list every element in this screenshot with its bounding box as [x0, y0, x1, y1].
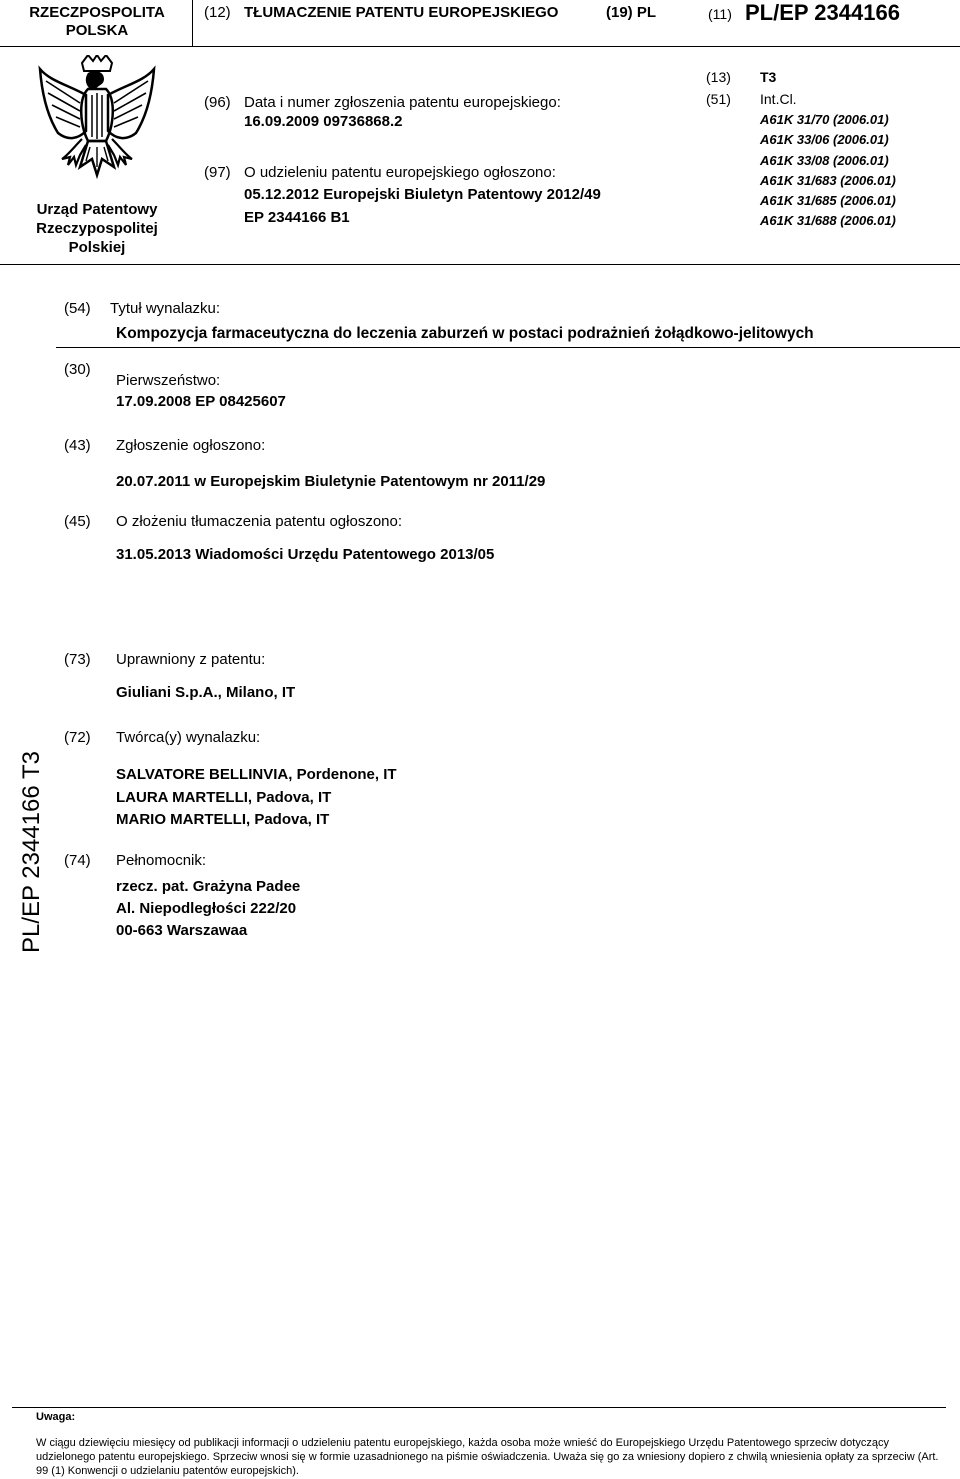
inventor-name: SALVATORE BELLINVIA, Pordenone, IT: [116, 766, 397, 783]
code-54: (54): [64, 300, 91, 317]
inventors-list: [116, 764, 397, 832]
intcl-item: A61K 31/70 (2006.01): [760, 112, 889, 127]
filing-value: 16.09.2009 09736868.2: [244, 113, 403, 130]
inventor-name: LAURA MARTELLI, Padova, IT: [116, 788, 332, 806]
grant-label: O udzieleniu patentu europejskiego ogłoszono:: [244, 164, 556, 181]
code-43: (43): [64, 437, 91, 454]
translation-value: 31.05.2013 Wiadomości Urzędu Patentowego 2013/05: [116, 546, 495, 563]
code-73: (73): [64, 651, 91, 668]
publication-value: 20.07.2011 w Europejskim Biuletynie Patentowym nr 2011/29: [116, 473, 546, 490]
agent-line: 00-663 Warszawaa: [116, 922, 248, 939]
agent-line: rzecz. pat. Grażyna Padee: [116, 878, 301, 895]
proprietor-value: Giuliani S.p.A., Milano, IT: [116, 684, 296, 701]
footer-note: W ciągu dziewięciu miesięcy od publikacji informacji o udzieleniu patentu europejskiego, każda osoba może wnieść do Europejskiego Urzędu Patentowego sprzeciw dotyczący udzielonego patentu europejskiego. Sprzeciw wnosi się w formie uzasadnionego na piśmie oświadczenia. Uważa się go za wniesiony dopiero z chwilą wniesienia opłaty za sprzeciw (Art. 99 (1) Konwencji o udzielaniu patentów europejskich).: [36, 1437, 939, 1477]
biblio-rule: [0, 264, 960, 265]
grant-number: EP 2344166 B1: [244, 209, 350, 226]
footer-title: Uwaga:: [36, 1411, 76, 1423]
code-12: (12): [204, 4, 231, 21]
footer-rule: [12, 1407, 946, 1408]
code-72: (72): [64, 729, 91, 746]
translation-label: O złożeniu tłumaczenia patentu ogłoszono:: [116, 513, 403, 530]
side-publication-label: PL/EP 2344166 T3: [18, 751, 45, 953]
code-11: (11): [708, 6, 732, 22]
agent-label: Pełnomocnik:: [116, 852, 207, 869]
kind-code: T3: [760, 69, 777, 85]
header-divider: [192, 0, 193, 46]
code-74: (74): [64, 852, 91, 869]
intcl-item: A61K 33/08 (2006.01): [760, 152, 889, 168]
publication-label: Zgłoszenie ogłoszono:: [116, 437, 266, 454]
code-51: (51): [706, 91, 731, 107]
patent-office-name: Urząd Patentowy Rzeczypospolitej Polskiej: [36, 201, 158, 256]
header-rule: [0, 46, 960, 47]
intcl-item: A61K 31/683 (2006.01): [760, 172, 896, 188]
proprietor-label: Uprawniony z patentu:: [116, 651, 266, 668]
intcl-item: A61K 31/688 (2006.01): [760, 213, 896, 229]
inventor-name: MARIO MARTELLI, Padova, IT: [116, 811, 330, 828]
intcl-item: A61K 33/06 (2006.01): [760, 132, 889, 148]
priority-label: Pierwszeństwo:: [116, 372, 221, 389]
code-19: (19) PL: [606, 4, 657, 21]
agent-details: [116, 876, 300, 942]
publication-number: PL/EP 2344166: [745, 0, 900, 25]
filing-label: Data i numer zgłoszenia patentu europejskiego:: [244, 94, 561, 111]
code-13: (13): [706, 69, 731, 85]
inventors-label: Twórca(y) wynalazku:: [116, 729, 261, 746]
title-label: Tytuł wynalazku:: [110, 300, 221, 317]
country-name: RZECZPOSPOLITA POLSKA: [29, 4, 165, 39]
polish-eagle-emblem-icon: [38, 55, 156, 195]
document-type: TŁUMACZENIE PATENTU EUROPEJSKIEGO: [244, 4, 559, 21]
intcl-label: Int.Cl.: [760, 91, 797, 107]
agent-line: Al. Niepodległości 222/20: [116, 900, 297, 917]
intcl-list: [760, 110, 896, 232]
code-45: (45): [64, 513, 91, 530]
code-30: (30): [64, 361, 91, 378]
code-96: (96): [204, 94, 231, 111]
invention-title: Kompozycja farmaceutyczna do leczenia zaburzeń w postaci podrażnień żołądkowo-jelitowych: [116, 325, 814, 342]
code-97: (97): [204, 164, 231, 181]
title-rule: [56, 347, 960, 348]
priority-value: 17.09.2008 EP 08425607: [116, 393, 286, 410]
grant-value: 05.12.2012 Europejski Biuletyn Patentowy 2012/49: [244, 186, 601, 203]
intcl-item: A61K 31/685 (2006.01): [760, 193, 896, 209]
